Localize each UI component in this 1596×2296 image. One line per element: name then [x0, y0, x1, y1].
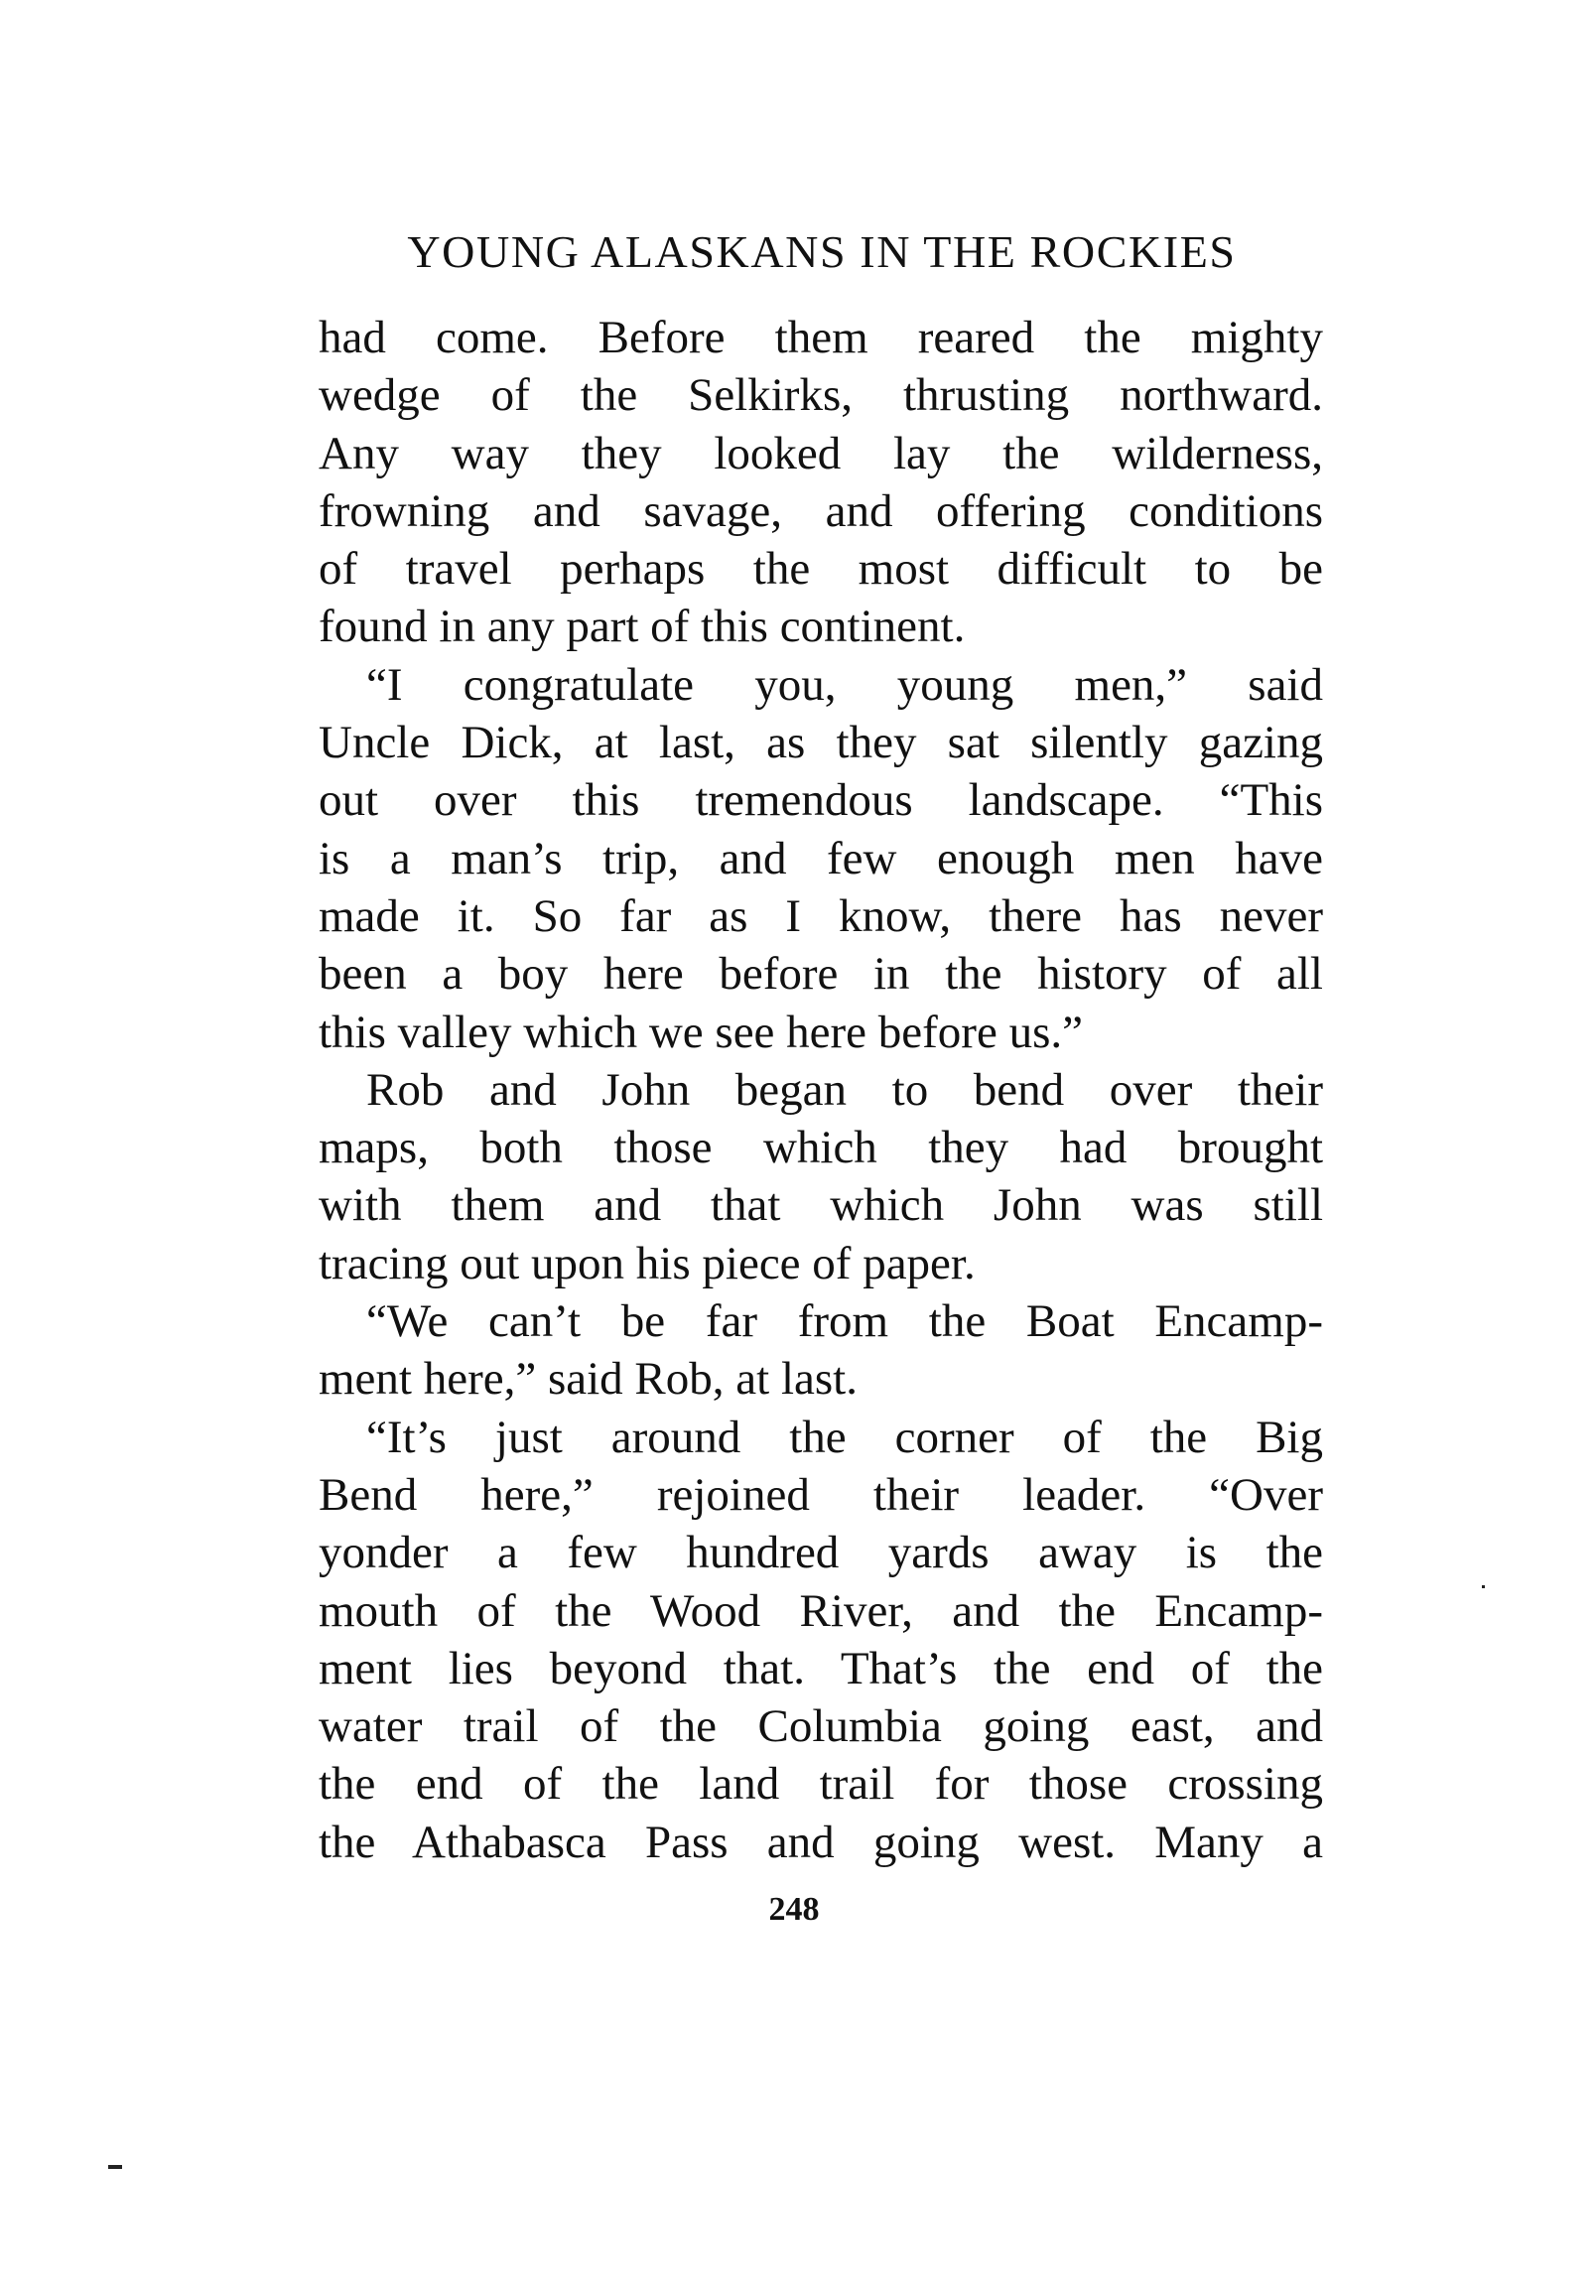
scan-speck [108, 2165, 122, 2169]
page-number: 248 [768, 1891, 820, 1928]
text-line: with them and that which John was still [319, 1179, 1323, 1232]
text-line: maps, both those which they had brought [319, 1122, 1323, 1174]
text-line: Bend here,” rejoined their leader. “Over [319, 1468, 1323, 1521]
text-line: out over this tremendous landscape. “This [319, 774, 1323, 827]
text-line: this valley which we see here before us.” [319, 1006, 1083, 1058]
text-line: wedge of the Selkirks, thrusting northward. [319, 369, 1323, 422]
text-line: frowning and savage, and offering conditions [319, 484, 1323, 537]
text-line: yonder a few hundred yards away is the [319, 1527, 1323, 1579]
text-line: “I congratulate you, young men,” said [366, 658, 1323, 711]
text-line: found in any part of this continent. [319, 601, 966, 653]
text-line: ment lies beyond that. That’s the end of the [319, 1642, 1323, 1694]
text-line: Rob and John began to bend over their [366, 1063, 1323, 1116]
text-line: “It’s just around the corner of the Big [366, 1411, 1323, 1463]
text-line: Any way they looked lay the wilderness, [319, 427, 1323, 479]
text-line: the end of the land trail for those crossing [319, 1758, 1323, 1811]
text-line: tracing out upon his piece of paper. [319, 1237, 976, 1289]
text-line: water trail of the Columbia going east, and [319, 1700, 1323, 1753]
text-line: Uncle Dick, at last, as they sat silently gazing [319, 717, 1323, 769]
text-line: made it. So far as I know, there has never [319, 889, 1323, 942]
scan-speck [1482, 1585, 1485, 1588]
text-line: mouth of the Wood River, and the Encamp- [319, 1584, 1323, 1637]
text-line: ment here,” said Rob, at last. [319, 1353, 858, 1406]
body-text [319, 309, 1323, 1871]
text-line: of travel perhaps the most difficult to be [319, 543, 1323, 596]
text-line: the Athabasca Pass and going west. Many a [319, 1816, 1323, 1868]
text-line: “We can’t be far from the Boat Encamp- [366, 1295, 1323, 1348]
running-head: YOUNG ALASKANS IN THE ROCKIES [407, 226, 1237, 277]
text-line: been a boy here before in the history of all [319, 948, 1323, 1001]
text-line: is a man’s trip, and few enough men have [319, 832, 1323, 884]
text-line: had come. Before them reared the mighty [319, 312, 1323, 363]
